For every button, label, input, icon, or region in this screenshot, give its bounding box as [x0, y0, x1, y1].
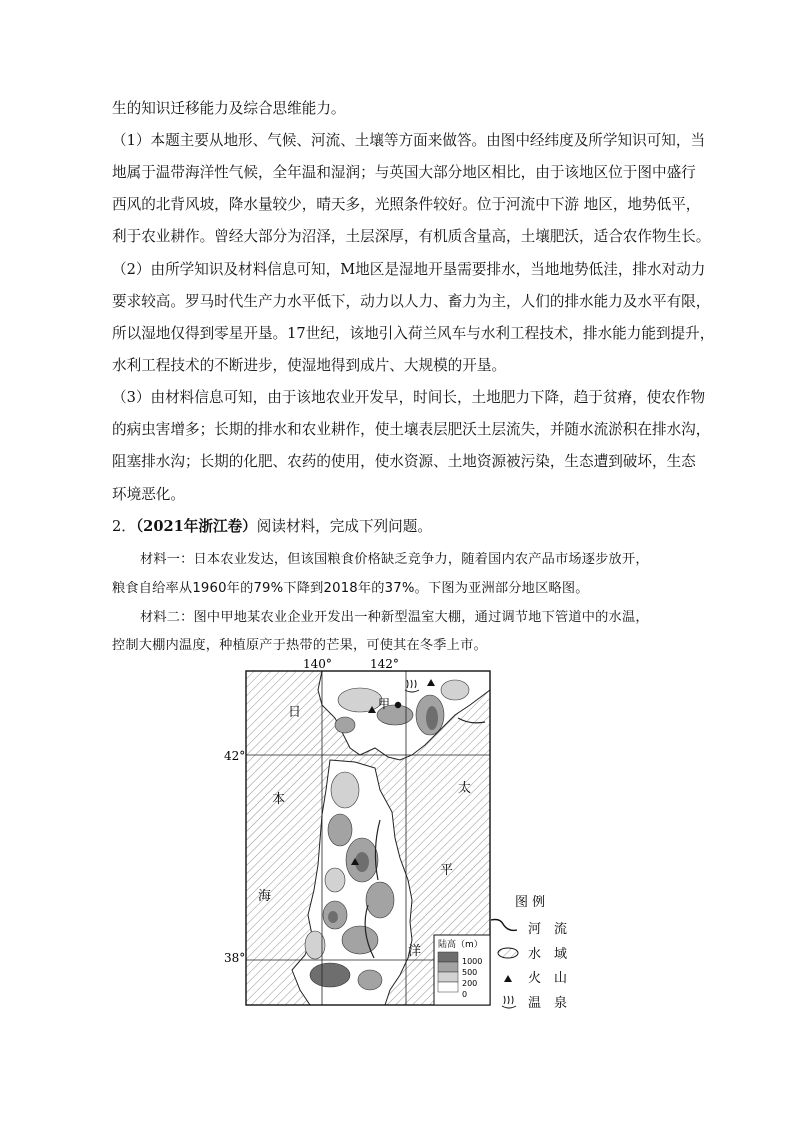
pacific-ocean-label: 洋	[408, 944, 422, 959]
answer-line: （3）由材料信息可知，由于该地农业开发早，时间长，土地肥力下降，趋于贫瘠，使农作物	[112, 389, 706, 406]
map-legend	[491, 895, 567, 1011]
material-two-line: 材料二：图中甲地某农业企业开发出一种新型温室大棚，通过调节地下管道中的水温，	[140, 610, 649, 625]
longitude-label: 142°	[370, 657, 399, 671]
sea-of-japan-label: 本	[272, 792, 286, 807]
answer-line: 水利工程技术的不断进步，使湿地得到成片、大规模的开垦。	[112, 357, 507, 374]
legend-label: 温 泉	[528, 996, 568, 1011]
material-one-line: 材料一：日本农业发达，但该国粮食价格缺乏竞争力，随着国内农产品市场逐步放开，	[140, 552, 649, 567]
answer-line: 利于农业耕作。曾经大部分为沼泽，土层深厚，有机质含量高，土壤肥沃，适合农作物生长。	[112, 228, 711, 245]
material-two-line: 控制大棚内温度，种植原产于热带的芒果，可使其在冬季上市。	[112, 638, 487, 653]
answer-line: 的病虫害增多；长期的排水和农业耕作，使土壤表层肥沃土层流失，并随水流淤积在排水沟，	[112, 421, 711, 438]
water-area-icon	[498, 948, 518, 958]
answer-line: 生的知识迁移能力及综合思维能力。	[112, 100, 346, 117]
elevation-level: 0	[462, 990, 468, 999]
volcano-icon	[504, 975, 512, 982]
elevation-level: 1000	[462, 957, 483, 966]
answer-line: 阻塞排水沟；长期的化肥、农药的使用，使水资源、土地资源被污染，生态遭到破坏，生态	[112, 453, 696, 470]
answer-line: （2）由所学知识及材料信息可知，M地区是湿地开垦需要排水，当地地势低洼，排水对动力	[112, 261, 706, 278]
legend-title: 图 例	[515, 895, 546, 910]
pacific-ocean-label: 平	[440, 863, 454, 878]
sea-of-japan-label: 海	[258, 889, 272, 904]
place-jia-dot	[395, 702, 401, 708]
question-number: 2．	[112, 518, 136, 535]
place-jia-label: 甲	[378, 697, 391, 711]
legend-label: 水 域	[528, 947, 568, 962]
material-one-line: 粮食自给率从1960年的79%下降到2018年的37%。下图为亚洲部分地区略图。	[112, 581, 589, 596]
elevation-level: 500	[462, 968, 478, 977]
answer-line: 地属于温带海洋性气候，全年温和湿润；与英国大部分地区相比，由于该地区位于图中盛行	[112, 164, 696, 181]
hot-spring-icon	[502, 996, 516, 1008]
pacific-ocean-label: 太	[458, 781, 472, 796]
legend-label: 火 山	[528, 971, 568, 986]
longitude-label: 140°	[303, 657, 332, 671]
answer-line: 所以湿地仅得到零星开垦。17世纪，该地引入荷兰风车与水利工程技术，排水能力能到提升，	[112, 325, 715, 342]
river-icon	[491, 920, 517, 931]
elevation-level: 200	[462, 979, 478, 988]
question-source: （2021年浙江卷）	[135, 518, 257, 535]
latitude-label: 42°	[224, 749, 246, 763]
latitude-label: 38°	[224, 951, 246, 965]
legend-label: 河 流	[528, 922, 568, 937]
answer-line: 要求较高。罗马时代生产力水平低下，动力以人力、畜力为主，人们的排水能力及水平有限，	[112, 293, 711, 310]
answer-line: （1）本题主要从地形、气候、河流、土壤等方面来做答。由图中经纬度及所学知识可知，当	[112, 132, 706, 149]
question-prompt: 阅读材料，完成下列问题。	[256, 518, 432, 535]
sea-of-japan-label: 日	[288, 705, 302, 720]
answer-line: 西风的北背风坡，降水量较少，晴天多，光照条件较好。位于河流中下游 地区，地势低平，	[112, 196, 701, 213]
elevation-legend-title: 陆高（m）	[438, 940, 483, 950]
answer-line: 环境恶化。	[112, 486, 185, 503]
elevation-legend	[434, 935, 490, 1005]
